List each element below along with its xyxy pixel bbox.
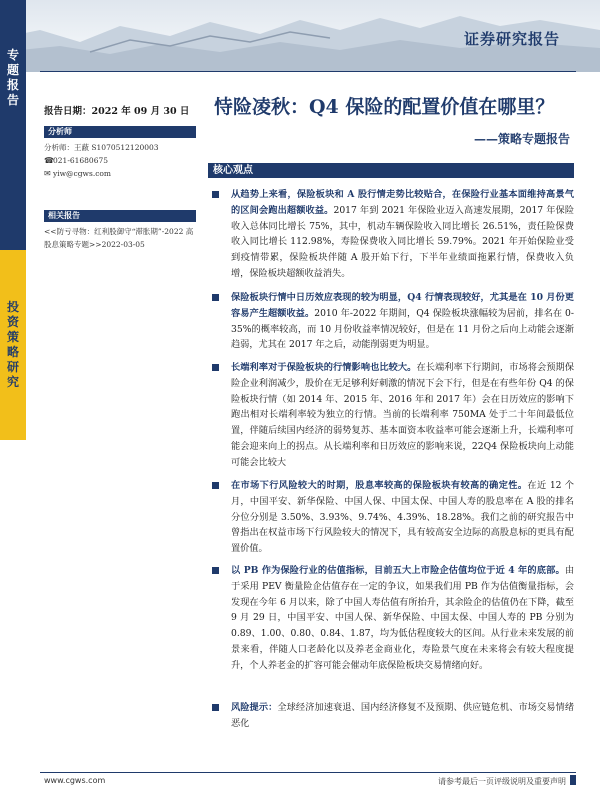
- core-bullet: [212, 478, 574, 557]
- analyst-email-row: [44, 169, 111, 178]
- header-banner: [0, 0, 600, 72]
- footer-page-marker: [570, 775, 576, 785]
- analyst-name: 分析师：王蔽 S1070512120003: [44, 143, 159, 152]
- category-label: 投 资 策 略 研 究: [6, 300, 19, 389]
- banner-divider: [40, 71, 576, 72]
- phone-icon: ☎: [44, 156, 54, 165]
- core-bullet: [212, 563, 574, 674]
- related-report-link[interactable]: <<防亏寻物：红利股御守“滞胀期”-2022 高股息策略专题>>2022-03-05: [44, 227, 194, 249]
- core-bullet: [212, 187, 574, 282]
- bullet-text: 全球经济加速衰退、国内经济修复不及预期、供应链危机、市场交易情绪恶化: [231, 702, 575, 729]
- bullet-square-icon: [212, 567, 219, 574]
- bullet-lead: 保险板块行情中日历效应表现的较为明显，Q4 行情表现较好，尤其是在 10 月份更容易产生超额收益。: [231, 292, 574, 319]
- analyst-email[interactable]: yiw@cgws.com: [53, 169, 112, 178]
- report-subtitle: ——策略专题报告: [473, 132, 570, 146]
- core-views-heading: 核心观点: [208, 163, 574, 178]
- bullet-text: 在长端利率下行期间，市场将会预期保险企业利润减少，股价在无足够利好刺激的情况下会下行，但是在有些年份 Q4 的保险板块行情（如 2014 年、2015 年、2016 年和 2017 年）会在日历效应的影响下跑出相对长端利率较为独立的行情。当前的长端利率 750MA 处于二十年间最低位置，伴随后续国内经济的弱势复苏、基本面资本收益率可能会逐渐上升，长端利率可能会迎来向上的拐点。从长端利率和日历效应的影响来说，22Q4 保险板块向上动能可能会比较大: [231, 362, 575, 468]
- bullet-square-icon: [212, 482, 219, 489]
- analyst-heading: 分析师: [44, 126, 196, 138]
- analyst-phone: 021-61680675: [53, 156, 109, 165]
- left-band-category: [0, 250, 26, 440]
- bullet-lead: 在市场下行风险较大的时期，股息率较高的保险板块有较高的确定性。: [231, 480, 528, 491]
- envelope-icon: ✉: [44, 169, 51, 178]
- bullet-text: 2017 年到 2021 年保险业迈入高速发展期，2017 年保险收入总体同比增长 75%，其中，机动车辆保险收入同比增长 26.51%，责任险保费收入同比增长 112.98%，寿险保费收入同比增长 59.79%。2021 年开始保险业受到疫情带累，保险板块伴随 A 股开始下行，下半年业绩面拖累行情，保费收入负增，保险板块超额收益消失。: [231, 204, 575, 279]
- banner-title: 证券研究报告: [463, 30, 560, 48]
- analyst-phone-row: [44, 156, 108, 165]
- bullet-lead: 从趋势上来看，保险板块和 A 股行情走势比较贴合，在保险行业基本面维持高景气的区间会跑出超额收益。: [231, 189, 574, 216]
- left-band-report-type: [0, 0, 26, 250]
- bullet-lead: 风险提示：: [231, 702, 278, 713]
- bullet-square-icon: [212, 191, 219, 198]
- bullet-square-icon: [212, 704, 219, 711]
- core-bullet: [212, 700, 574, 732]
- related-reports-heading: 相关报告: [44, 210, 196, 222]
- core-bullet: [212, 360, 574, 471]
- report-title: 恃险凌秋：Q4 保险的配置价值在哪里？: [214, 96, 555, 118]
- bullet-square-icon: [212, 294, 219, 301]
- bullet-text: 由于采用 PEV 衡量险企估值存在一定的争议，如果我们用 PB 作为估值衡量指标，会发现在今年 6 月以来，除了中国人寿估值有所抬升，其余险企的估值仍在下降，截至 9 月 29 日，中国平安、中国人保、新华保险、中国太保、中国人寿的 PB 分别为 0.89、1.00、0.80、0.84、1.87，均为低估程度较大的区间。从行业未来发展的前景来看，伴随人口老龄化以及养老金商业化，寿险景气度在未来将会有较大程度提升，个人养老金的扩容可能会催动年底保险板块交易情绪向好。: [231, 565, 574, 671]
- bullet-text: 在近 12 个月，中国平安、新华保险、中国人保、中国太保、中国人寿的股息率在 A 股的排名分位分别是 3.50%、3.93%、9.74%、4.39%、18.28%。我们之前的研究报告中曾指出在权益市场下行风险较大的情况下，具有较高安全边际的高股息标的更具有配置价值。: [231, 480, 574, 555]
- report-type-label: 专 题 报 告: [6, 48, 19, 107]
- footer-disclaimer: 请参考最后一页评级说明及重要声明: [438, 777, 566, 786]
- bullet-text: 2010 年-2022 年期间，Q4 保险板块涨幅较为居前，排名在 0-35%的概率较高，而 10 月份收益率情况较好，但是在 11 月份之后向上动能会逐渐趋弱，尤其在 2017 年之后，动能削弱更为明显。: [231, 307, 574, 351]
- footer-divider: [40, 772, 576, 773]
- core-bullet: [212, 290, 574, 353]
- report-date: 报告日期：2022 年 09 月 30 日: [44, 106, 190, 117]
- footer-website-link[interactable]: www.cgws.com: [44, 776, 106, 785]
- bullet-lead: 以 PB 作为保险行业的估值指标，目前五大上市险企估值均位于近 4 年的底部。: [231, 565, 565, 576]
- bullet-square-icon: [212, 364, 219, 371]
- bullet-lead: 长端利率对于保险板块的行情影响也比较大。: [231, 362, 417, 373]
